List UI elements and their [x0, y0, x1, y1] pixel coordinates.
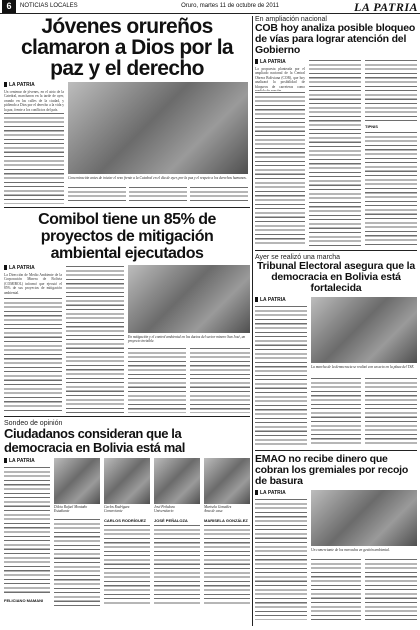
answer-name: MARISELA GONZÁLEZ	[204, 518, 248, 523]
person-role: Ama de casa	[204, 509, 223, 513]
right2-photo	[311, 297, 417, 363]
right2-kicker: Ayer se realizó una marcha	[255, 254, 341, 261]
story2-body	[4, 265, 250, 413]
story1-byline: LA PATRIA	[4, 82, 35, 88]
answer-text-3	[154, 524, 200, 606]
page-header	[0, 0, 420, 14]
story1-text-col4	[190, 186, 248, 204]
story2-text-col3	[128, 347, 186, 413]
right2-text-col2	[311, 377, 361, 447]
person-role: Comerciante	[104, 509, 123, 513]
story1-headline: Jóvenes orureños clamaron a Dios por la paz y el derecho	[20, 15, 234, 80]
person-photo	[154, 458, 200, 504]
person-name: José Peñaloza	[154, 505, 175, 509]
story3-kicker: Sondeo de opinión	[4, 420, 63, 427]
right3-text-col1	[255, 498, 307, 620]
person-name: Carlos Rodríguez	[104, 505, 130, 509]
story2-photo-caption: En mitigación y el control ambiental en los ductos del sector minero San José, un proyecto invisible.	[128, 335, 246, 344]
story3-headline: Ciudadanos consideran que la democracia en Bolivia está mal	[4, 426, 185, 455]
byline-marker-icon	[4, 265, 7, 270]
right3-photo-caption: Un comerciante de los mercados en gestión ambiental.	[311, 548, 390, 552]
right1-headline: COB hoy analiza posible bloqueo de vías para lograr atención del Gobierno	[255, 22, 416, 56]
right-column	[255, 16, 417, 620]
person-photo	[54, 458, 100, 504]
answer-text-1	[54, 518, 100, 606]
right1-lead: La propuesta planteada por el ampliado nacional de la Central Obrera Boliviana (COB), que hoy analizará la posibilidad de bloqueos de carreteras como	[255, 67, 305, 89]
story1-lead: Un centenar de jóvenes, en el atrio de la Catedral, marcharon en la tarde de ayer, orando en las calles de la ciudad, y pidiendo a Dios por el derecho a la vida y la paz, frente a los conflictos del país.	[4, 90, 64, 112]
divider	[255, 250, 417, 251]
left-column	[4, 16, 250, 606]
right2-photo-caption: La marcha de la democracia se realizó con un acto en la plaza del TSE.	[311, 365, 415, 369]
right2-text-col3	[365, 377, 417, 447]
right2-byline: LA PATRIA	[255, 297, 286, 303]
story3-body	[4, 458, 250, 606]
person-photo	[104, 458, 150, 504]
person-name: Marisela González	[204, 505, 232, 509]
story1-photo	[68, 82, 248, 174]
person-name: Dilcia Rafael Montaño	[54, 505, 88, 509]
story2-text-col2	[66, 265, 124, 413]
story3-byline: LA PATRIA	[4, 458, 35, 464]
right1-text-col3b	[365, 131, 417, 247]
right1-text-col1	[255, 91, 305, 247]
person-photo	[204, 458, 250, 504]
answer-text-2	[104, 524, 150, 606]
divider	[255, 450, 417, 451]
right2-text-col1	[255, 305, 307, 447]
story2-text-col4	[190, 347, 250, 413]
answer-text-4	[204, 524, 250, 606]
story3-intro-text	[4, 466, 50, 594]
byline-marker-icon	[4, 458, 7, 463]
right2-body	[255, 297, 417, 447]
story2-photo	[128, 265, 250, 333]
story3-author: FELICIANO MAMANI	[4, 598, 44, 603]
story2-lead: La Dirección de Medio Ambiente de la Corporación Minera de Bolivia (COMIBOL) informó que ejecutó el 85% de sus proyectos de mitigación ambiental.	[4, 273, 62, 295]
section-label: NOTICIAS LOCALES	[20, 3, 78, 9]
right3-headline: EMAO no recibe dinero que cobran los gremiales por recojo de basura	[255, 453, 409, 487]
byline-marker-icon	[255, 59, 258, 64]
column-divider	[252, 16, 253, 626]
person-role: Estudiante	[54, 509, 70, 513]
right3-photo	[311, 490, 417, 546]
story2-headline: Comibol tiene un 85% de proyectos de mitigación ambiental ejecutados	[38, 211, 216, 262]
story1-photo-caption: Concentración antes de iniciar el rezo frente a la Catedral en el día de ayer, por la paz y el respeto a los derechos humanos.	[68, 176, 247, 180]
person-role: Universitario	[154, 509, 174, 513]
divider	[4, 416, 250, 417]
newspaper-brand: LA PATRIA	[354, 0, 418, 14]
answer-name: JOSÉ PEÑALOZA	[154, 518, 188, 523]
byline-marker-icon	[4, 82, 7, 87]
byline-marker-icon	[255, 490, 258, 495]
divider	[4, 207, 250, 208]
answer-name: CARLOS RODRÍGUEZ	[104, 518, 146, 523]
right1-byline: LA PATRIA	[255, 59, 286, 65]
vox-pop-photos	[54, 458, 250, 514]
byline-marker-icon	[255, 297, 258, 302]
right1-text-col3a	[365, 59, 417, 121]
right3-text-col2	[311, 558, 361, 620]
page-number: 6	[2, 0, 16, 13]
story1-text-col3	[129, 186, 187, 204]
right2-headline: Tribunal Electoral asegura que la democracia en Bolivia está fortalecida	[257, 260, 415, 294]
right1-kicker: En ampliación nacional	[255, 16, 327, 23]
story1-text-col2	[68, 186, 126, 204]
story2-text-col1	[4, 297, 62, 413]
story1-text-col1	[4, 112, 64, 204]
right3-text-col3	[365, 558, 417, 620]
right3-byline: LA PATRIA	[255, 490, 286, 496]
right1-body	[255, 59, 417, 247]
dateline: Oruro, martes 11 de octubre de 2011	[181, 3, 279, 9]
story1-body	[4, 82, 250, 204]
right1-subhead: TIPNIS	[365, 124, 378, 129]
story2-byline: LA PATRIA	[4, 265, 35, 271]
right3-body	[255, 490, 417, 620]
right1-text-col2	[309, 59, 361, 247]
